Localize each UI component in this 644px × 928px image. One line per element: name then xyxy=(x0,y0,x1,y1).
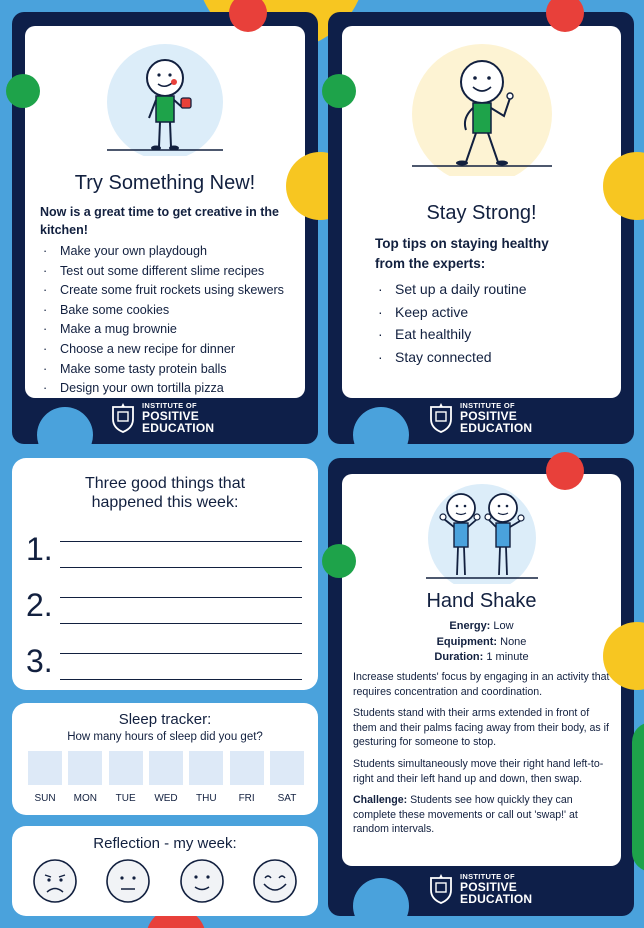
logo-line-3: EDUCATION xyxy=(460,891,533,906)
card2-blue-circle xyxy=(353,407,409,444)
sleep-days-row xyxy=(28,751,304,804)
good-thing-row-2 xyxy=(26,572,302,624)
day-label: MON xyxy=(73,793,97,804)
stay-strong-title: Stay Strong! xyxy=(426,202,537,224)
logo-line-2: POSITIVE xyxy=(460,408,517,423)
stay-strong-card xyxy=(328,12,634,444)
duration-row xyxy=(342,650,621,666)
day-label: SUN xyxy=(34,793,56,804)
reflection-title: Reflection - my week: xyxy=(93,835,237,852)
try-something-new-list xyxy=(40,242,300,398)
list-item: · Test out some different slime recipes xyxy=(40,262,300,282)
duration-value: 1 minute xyxy=(486,651,529,664)
list-item: · Bake some cookies xyxy=(40,301,300,321)
hours-box[interactable] xyxy=(189,751,223,785)
sleep-day-mon xyxy=(68,751,102,804)
write-line[interactable] xyxy=(60,542,302,568)
list-item: · Make your own playdough xyxy=(40,242,300,262)
try-something-new-intro: Now is a great time to get creative in the kitchen! xyxy=(40,205,279,237)
day-label: THU xyxy=(196,793,217,804)
duration-label: Duration: xyxy=(434,651,484,664)
challenge-text: Students see how quickly they can complete these movements or call out 'swap!' at random intervals. xyxy=(353,794,578,836)
reflection-box xyxy=(12,826,318,916)
strong-figure-illustration xyxy=(342,26,621,176)
day-label: TUE xyxy=(115,793,136,804)
list-item: · Create some fruit rockets using skewers xyxy=(40,281,300,301)
hours-box[interactable] xyxy=(149,751,183,785)
sleep-tracker-box xyxy=(12,703,318,815)
hand-shake-instructions xyxy=(353,670,615,844)
hand-shake-meta xyxy=(342,619,621,666)
hand-shake-panel xyxy=(342,474,621,866)
write-line[interactable] xyxy=(60,654,302,680)
instruction-paragraph-2: Students stand with their arms extended in front of them and their palms facing away from their body, as if gesturing for someone to stop. xyxy=(353,707,609,749)
instruction-paragraph-1: Increase students' focus by engaging in an activity that requires concentration and coordination. xyxy=(353,671,610,698)
logo-line-3: EDUCATION xyxy=(142,420,215,435)
energy-label: Energy: xyxy=(449,620,491,632)
title-line-2: happened this week: xyxy=(91,494,239,512)
good-thing-row-1 xyxy=(26,516,302,568)
logo-line-2: POSITIVE xyxy=(142,408,199,423)
day-label: FRI xyxy=(238,793,255,804)
card3-green-circle xyxy=(322,544,356,578)
hours-box[interactable] xyxy=(109,751,143,785)
hand-shake-illustration xyxy=(342,474,621,584)
write-line[interactable] xyxy=(60,598,302,624)
sleep-day-tue xyxy=(109,751,143,804)
challenge-paragraph xyxy=(353,793,615,837)
try-something-new-panel xyxy=(25,26,305,398)
list-item: · Choose a new recipe for dinner xyxy=(40,340,300,360)
logo-line-1: INSTITUTE OF xyxy=(460,872,515,881)
try-something-new-card xyxy=(12,12,318,444)
hours-box[interactable] xyxy=(68,751,102,785)
sad-face-icon[interactable] xyxy=(32,858,78,904)
sleep-day-thu xyxy=(189,751,223,804)
day-label: SAT xyxy=(277,793,297,804)
logo-line-3: EDUCATION xyxy=(460,420,533,435)
sleep-tracker-title: Sleep tracker: xyxy=(118,711,212,728)
list-item: · Stay connected xyxy=(375,346,605,369)
stay-strong-panel xyxy=(342,26,621,398)
stay-strong-intro: Top tips on staying healthy from the experts: xyxy=(375,236,549,271)
row-number: 2. xyxy=(26,587,53,623)
ipe-logo xyxy=(428,873,532,905)
smile-face-icon[interactable] xyxy=(179,858,225,904)
hand-shake-title: Hand Shake xyxy=(426,590,537,612)
write-line[interactable] xyxy=(60,572,302,598)
title-line-1: Three good things that xyxy=(84,475,246,492)
list-item: · Keep active xyxy=(375,301,605,324)
sleep-day-sat xyxy=(270,751,304,804)
crest-icon xyxy=(110,403,136,433)
card1-blue-circle xyxy=(37,407,93,444)
list-item: · Set up a daily routine xyxy=(375,278,605,301)
logo-line-1: INSTITUTE OF xyxy=(142,401,197,410)
three-good-things-title xyxy=(12,474,318,512)
list-item: · Make a mug brownie xyxy=(40,320,300,340)
stay-strong-list xyxy=(375,278,605,369)
hand-shake-card xyxy=(328,458,634,916)
ipe-logo xyxy=(428,402,532,434)
good-thing-row-3 xyxy=(26,628,302,680)
day-label: WED xyxy=(154,793,178,804)
hours-box[interactable] xyxy=(28,751,62,785)
logo-line-1: INSTITUTE OF xyxy=(460,401,515,410)
hours-box[interactable] xyxy=(230,751,264,785)
energy-row xyxy=(342,619,621,635)
happy-face-icon[interactable] xyxy=(252,858,298,904)
card3-blue-circle xyxy=(353,878,409,916)
logo-line-2: POSITIVE xyxy=(460,879,517,894)
card3-red-circle xyxy=(546,452,584,490)
list-item: · Make some tasty protein balls xyxy=(40,360,300,380)
challenge-label: Challenge: xyxy=(353,794,408,807)
sleep-tracker-question: How many hours of sleep did you get? xyxy=(67,731,263,743)
try-something-new-title: Try Something New! xyxy=(74,172,256,194)
card1-green-circle xyxy=(6,74,40,108)
neutral-face-icon[interactable] xyxy=(105,858,151,904)
equipment-label: Equipment: xyxy=(436,635,498,648)
equipment-row xyxy=(342,635,621,651)
list-item: · Design your own tortilla pizza xyxy=(40,379,300,398)
row-number: 1. xyxy=(26,531,53,567)
write-line[interactable] xyxy=(60,628,302,654)
hours-box[interactable] xyxy=(270,751,304,785)
three-good-things-box xyxy=(12,458,318,690)
equipment-value: None xyxy=(500,635,527,648)
sleep-day-fri xyxy=(230,751,264,804)
sleep-day-wed xyxy=(149,751,183,804)
crest-icon xyxy=(428,403,454,433)
energy-value: Low xyxy=(493,620,514,632)
crest-icon xyxy=(428,874,454,904)
ipe-logo xyxy=(110,402,214,434)
card2-green-circle xyxy=(322,74,356,108)
reflection-faces xyxy=(32,858,298,904)
sleep-day-sun xyxy=(28,751,62,804)
instruction-paragraph-3: Students simultaneously move their right hand left-to-right and their left hand up and down, then swap. xyxy=(353,758,604,785)
chef-figure-illustration xyxy=(25,26,305,156)
card3-green-edge-circle xyxy=(632,722,644,872)
write-line[interactable] xyxy=(60,516,302,542)
list-item: · Eat healthily xyxy=(375,323,605,346)
row-number: 3. xyxy=(26,643,53,679)
